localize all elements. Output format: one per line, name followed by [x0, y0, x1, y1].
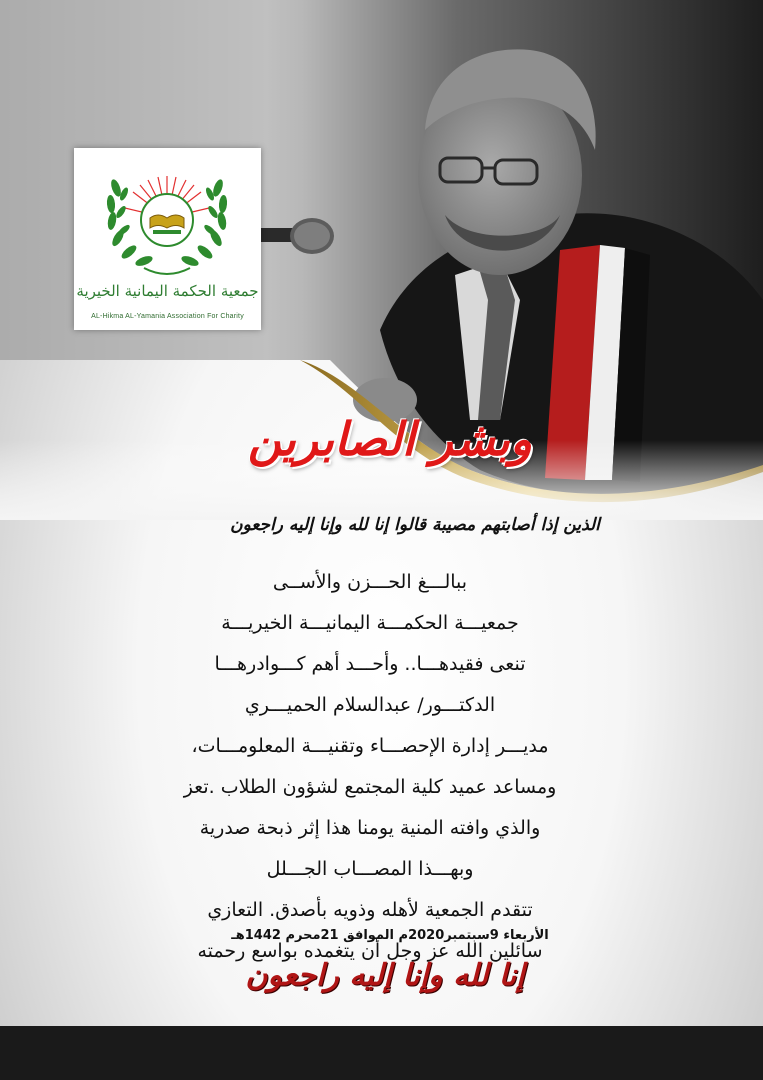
logo-emblem-icon: [74, 148, 261, 288]
bottom-bar: [0, 1026, 763, 1080]
headline-title: وبشر الصابرين: [247, 412, 533, 466]
announcement-line: تنعى فقيدهـــا.. وأحـــد أهم كـــوادرهـــا: [214, 653, 526, 675]
headline-verse: الذين إذا أصابتهم مصيبة قالوا إنا لله وإنا إليه راجعون: [230, 515, 600, 535]
logo-english-name: AL-Hikma AL-Yamania Association For Charity: [91, 313, 244, 320]
announcement-line: وبهـــذا المصـــاب الجـــلل: [266, 858, 474, 880]
announcement-text: [100, 562, 640, 972]
association-logo: [74, 148, 261, 330]
announcement-line: تتقدم الجمعية لأهله وذويه بأصدق. التعازي: [207, 899, 533, 921]
announcement-line: ومساعد عميد كلية المجتمع لشؤون الطلاب .تعز: [183, 776, 557, 798]
announcement-line: جمعيـــة الحكمـــة اليمانيـــة الخيريـــة: [221, 612, 519, 634]
announcement-line: سائلين الله عز وجل أن يتغمده بواسع رحمته: [197, 940, 543, 962]
announcement-line: والذي وافته المنية يومنا هذا إثر ذبحة صدرية: [199, 817, 541, 839]
date-line: الأربعاء 9سبتمبر2020م الموافق 21محرم 1442هـ: [231, 928, 549, 943]
announcement-line: مديـــر إدارة الإحصـــاء وتقنيـــة المعلومـــات،: [191, 735, 549, 757]
closing-phrase: إنا لله وإنا إليه راجعون: [245, 958, 525, 993]
announcement-line: ببالـــغ الحـــزن والأســى: [272, 571, 468, 593]
logo-arabic-name: جمعية الحكمة اليمانية الخيرية: [76, 282, 259, 300]
announcement-line: الدكتـــور/ عبدالسلام الحميـــري: [244, 694, 496, 716]
